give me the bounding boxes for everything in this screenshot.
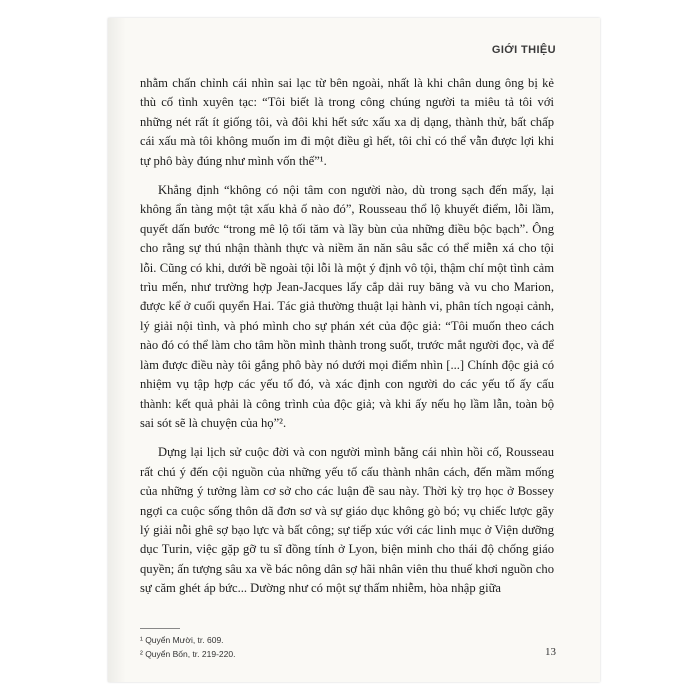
footnote-divider bbox=[140, 628, 180, 629]
paragraph-1: nhằm chấn chỉnh cái nhìn sai lạc từ bên ngoài, nhất là khi chân dung ông bị kẻ thù cố tình xuyên tạc: “Tôi biết là trong công chúng người ta miêu tả tôi với những nét rất ít giống tôi, và đôi khi hết sức xấu xa dị dạng, thành thử, bất chấp cái xấu mà tôi không muốn im đi một điều gì hết, tôi chỉ có thể vẫn được lợi khi tự phô bày đúng như mình vốn thế”¹. bbox=[140, 76, 554, 168]
footnote-1: ¹ Quyển Mười, tr. 609. bbox=[140, 635, 224, 645]
paragraph-2: Khẳng định “không có nội tâm con người nào, dù trong sạch đến mấy, lại không ẩn tàng một tật xấu khả ố nào đó”, Rousseau thổ lộ khuyết điểm, lỗi lầm, quyết dấn bước “trong mê lộ tối tăm và lầy bùn của những điều bộc bạch”. Ông cho rằng sự thú nhận thành thực và niềm ăn năn sâu sắc có thể miễn xá cho tội lỗi. Cũng có khi, dưới bề ngoài tội lỗi là một ý định vô tội, thậm chí một tình cảm trìu mến, như trường hợp Jean-Jacques lấy cắp dải ruy băng và vu cho Marion, được kể ở cuối quyển Hai. Tác giả thường thuật lại hành vi, phân tích ngoại cảnh, lý giải nội tình, và phó mình cho sự phán xét của độc giả: “Tôi muốn theo cách nào đó có thể làm cho tâm hồn mình thành trong suốt, trước mắt người đọc, và để làm được điều này tôi gắng phô bày nó dưới mọi điểm nhìn [...] Chính độc giả có nhiệm vụ tập hợp các yếu tố đó, và xác định con người do các yếu tố ấy cấu thành: kết quả phải là công trình của độc giả; và khi ấy nếu họ lầm lẫn, toàn bộ sai sót sẽ là chuyện của họ”². bbox=[140, 183, 554, 430]
footnotes bbox=[140, 628, 554, 661]
page-number: 13 bbox=[545, 646, 556, 658]
footnote-2: ² Quyển Bốn, tr. 219-220. bbox=[140, 649, 236, 659]
body-text bbox=[140, 74, 554, 599]
book-page bbox=[108, 18, 600, 682]
running-header: GIỚI THIỆU bbox=[491, 44, 556, 56]
paragraph-3: Dựng lại lịch sử cuộc đời và con người mình bằng cái nhìn hồi cố, Rousseau rất chú ý đến cội nguồn của những yếu tố cấu thành nhân cách, đến mầm mống của những ý tưởng làm cơ sở cho các luận đề sau này. Thời kỳ trọ học ở Bossey ngợi ca cuộc sống thôn dã đơn sơ và sự giáo dục không gò bó; vụ chiếc lược gãy lý giải nỗi ghê sợ bạo lực và bất công; sự tiếp xúc với các linh mục ở Viện dưỡng dục Turin, việc gặp gỡ tu sĩ đồng tính ở Lyon, biện minh cho thái độ chống giáo quyền; ấn tượng sâu xa về bác nông dân sợ hãi nhân viên thu thuế khơi nguồn cho sự căm ghét áp bức... Dường như có một sự thấm nhiễm, hòa nhập giữa bbox=[140, 445, 554, 596]
